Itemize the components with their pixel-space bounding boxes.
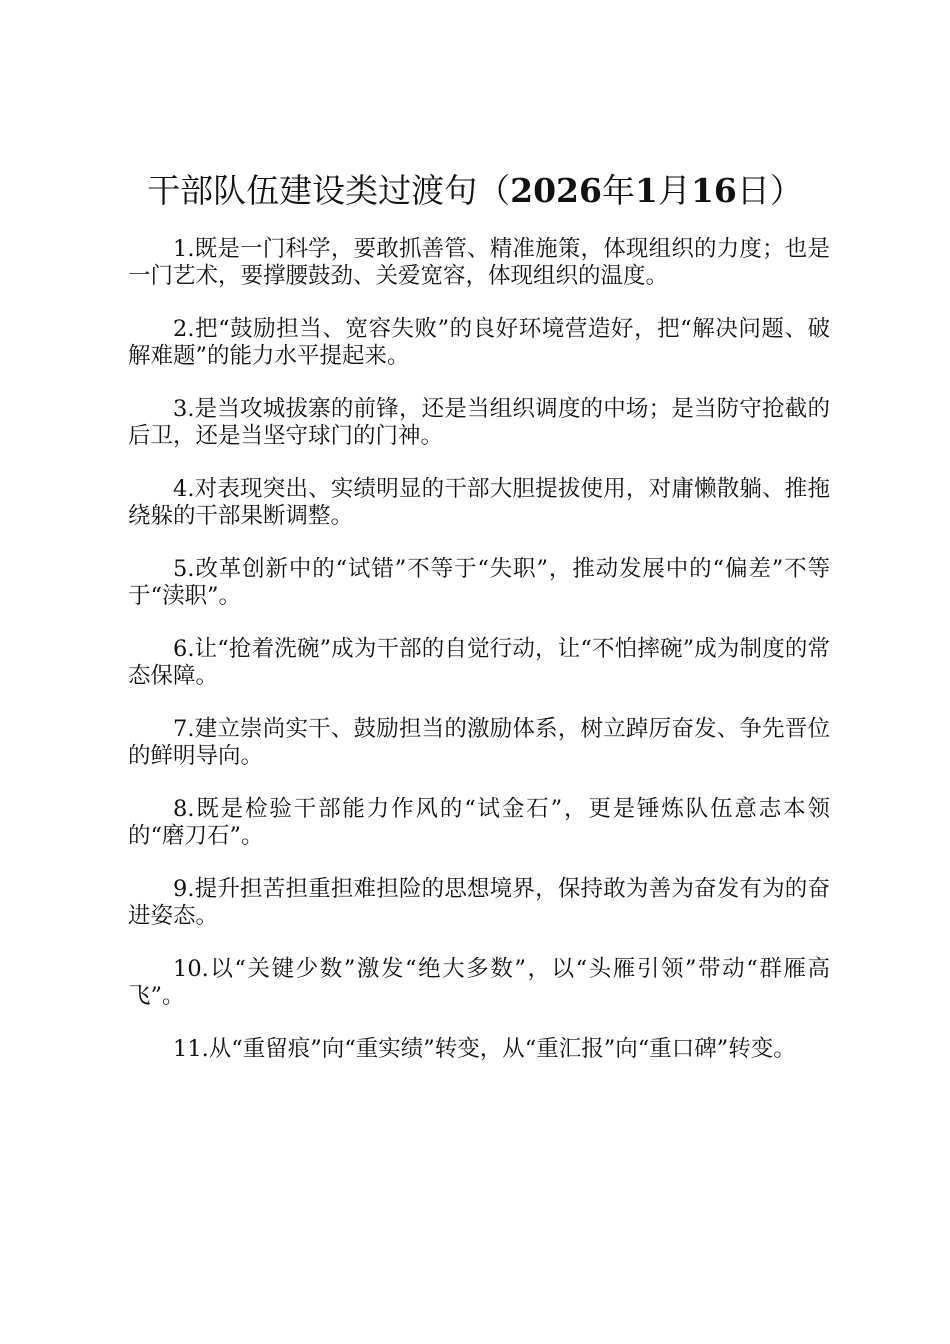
- title-prefix: 干部队伍建设类过渡句（: [147, 171, 511, 210]
- paragraph-11: 11.从“重留痕”向“重实绩”转变，从“重汇报”向“重口碑”转变。: [173, 1036, 796, 1062]
- paragraph-7: 7.建立崇尚实干、鼓励担当的激励体系，树立踔厉奋发、争先晋位的鲜明导向。: [128, 716, 830, 769]
- paragraph-2: 2.把“鼓励担当、宽容失败”的良好环境营造好，把“解决问题、破解难题”的能力水平提起来。: [128, 316, 830, 369]
- paragraph-3: 3.是当攻城拔寨的前锋，还是当组织调度的中场；是当防守抢截的后卫，还是当坚守球门的门神。: [128, 396, 830, 449]
- paragraph-5: 5.改革创新中的“试错”不等于“失职”，推动发展中的“偏差”不等于“渎职”。: [128, 556, 830, 609]
- title-month: 1: [634, 171, 658, 210]
- paragraph-8: 8.既是检验干部能力作风的“试金石”，更是锤炼队伍意志本领的“磨刀石”。: [128, 796, 830, 849]
- title-year: 2026: [510, 171, 602, 210]
- title-year-char: 年: [601, 171, 635, 210]
- title-month-char: 月: [657, 171, 691, 210]
- document-body: [128, 236, 830, 1089]
- paragraph-4: 4.对表现突出、实绩明显的干部大胆提拔使用，对庸懒散躺、推拖绕躲的干部果断调整。: [128, 476, 830, 529]
- title-suffix: ）: [769, 171, 803, 210]
- paragraph-9: 9.提升担苦担重担难担险的思想境界，保持敢为善为奋发有为的奋进姿态。: [128, 876, 830, 929]
- title-day-char: 日: [736, 171, 770, 210]
- paragraph-6: 6.让“抢着洗碗”成为干部的自觉行动，让“不怕摔碗”成为制度的常态保障。: [128, 636, 830, 689]
- paragraph-10: 10.以“关键少数”激发“绝大多数”，以“头雁引领”带动“群雁高飞”。: [128, 956, 830, 1009]
- document-title: [0, 168, 950, 214]
- title-day: 16: [690, 171, 737, 210]
- paragraph-1: 1.既是一门科学，要敢抓善管、精准施策，体现组织的力度；也是一门艺术，要撑腰鼓劲、关爱宽容，体现组织的温度。: [128, 236, 830, 289]
